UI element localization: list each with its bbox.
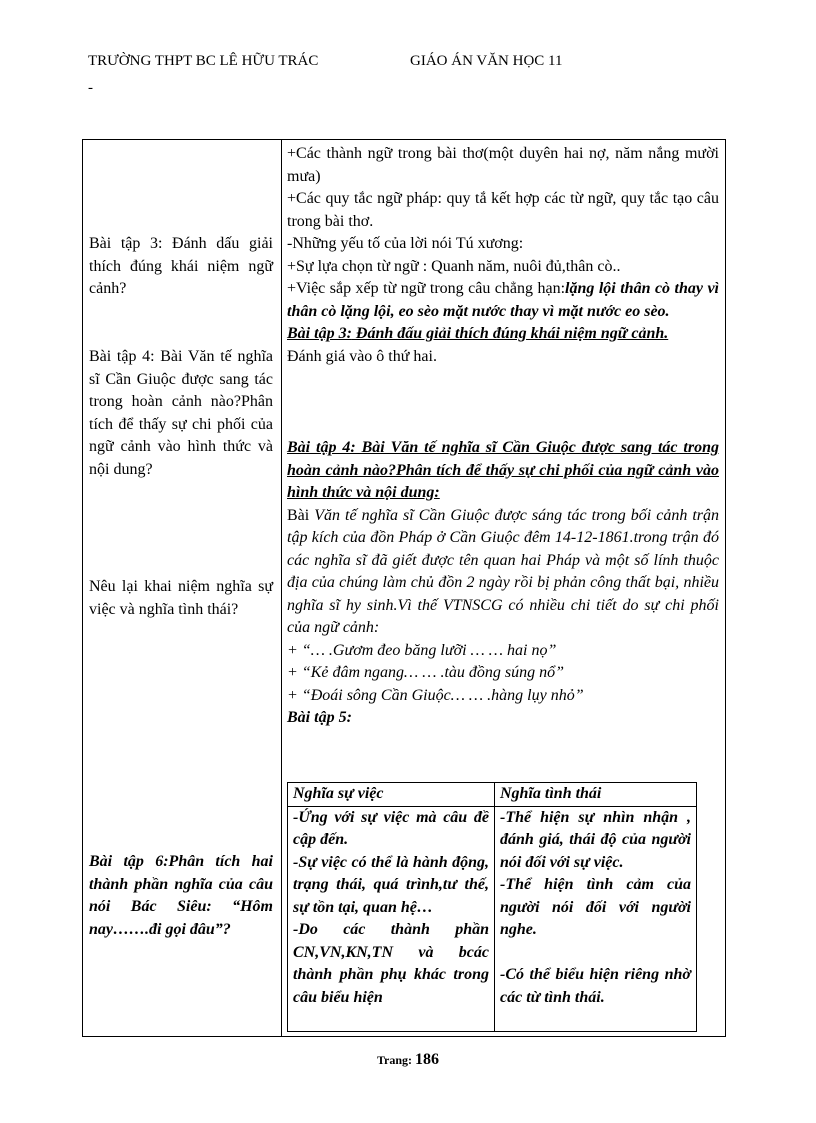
exercise-5-heading: Bài tập 5:	[287, 709, 352, 726]
left-question-6: Bài tập 6:Phân tích hai thành phần nghĩa của câu nói Bác Siêu: “Hôm nay…….đi gọi đâu”?	[89, 853, 273, 938]
header-dash: -	[88, 80, 93, 96]
page-label: Trang:	[376, 1053, 416, 1067]
left-question-5: Nêu lại khai niệm nghĩa sự việc và nghĩa tình thái?	[89, 578, 273, 618]
cell-nghia-tinh-thai: -Thể hiện sự nhìn nhận , đánh giá, thái độ của người nói đối với sự việc. -Thể hiện tình cảm của người nói đối với người nghe. -Có thể biểu hiện riêng nhờ các từ tình thái.	[495, 806, 697, 1032]
school-name: TRƯỜNG THPT BC LÊ HỮU TRÁC	[88, 53, 319, 69]
idiom-line: +Các thành ngữ trong bài thơ(một duyên hai nợ, năm nắng mười mưa)	[287, 145, 719, 185]
exercise-4-heading: Bài tập 4: Bài Văn tế nghĩa sĩ Cần Giuộc được sang tác trong hoàn cảnh nào?Phân tích để thấy sự chi phối của ngữ cảnh vào hình thức và nội dung:	[287, 439, 719, 501]
word-order-line: +Việc sắp xếp từ ngữ trong câu chẳng hạn:lặng lội thân cò thay vì thân cò lặng lội, eo sèo mặt nước thay vì mặt nước eo sèo.	[287, 280, 719, 320]
exercise-3-heading: Bài tập 3: Đánh đấu giải thích đúng khái niệm ngữ cảnh.	[287, 325, 669, 342]
word-choice-line: +Sự lựa chọn từ ngữ : Quanh năm, nuôi đủ,thân cò..	[287, 257, 621, 275]
page-footer	[0, 1051, 816, 1069]
left-question-4: Bài tập 4: Bài Văn tế nghĩa sĩ Cần Giuộc được sang tác trong hoàn cảnh nào?Phân tích để thấy sự chi phối của ngữ cảnh vào hình thức và nội dung?	[89, 348, 273, 478]
left-question-3: Bài tập 3: Đánh dấu giải thích đúng khái niệm ngữ cảnh?	[89, 235, 273, 297]
exercise-3-answer: Đánh giá vào ô thứ hai.	[287, 347, 437, 365]
speech-elements-line: -Những yếu tố của lời nói Tú xương:	[287, 235, 524, 252]
header-nghia-tinh-thai: Nghĩa tình thái	[495, 783, 697, 807]
quote-2: + “Kẻ đâm ngang… … .tàu đồng súng nổ”	[287, 664, 565, 681]
column-divider	[281, 139, 282, 1037]
right-content-top	[287, 143, 719, 368]
exercise-4-body: Bài Văn tế nghĩa sĩ Cần Giuộc được sáng tác trong bối cảnh trận tập kích của đồn Pháp ở Cần Giuộc đêm 14-12-1861.trong trận đó các nghĩa sĩ đã giết được tên quan hai Pháp và một số lính thuộc địa của chúng làm chủ đồn 2 ngày rồi bị phản công thất bại, nhiều nghĩa sĩ hy sinh.Vì thế VTNSCG có nhiều chi tiết do sự chi phối của ngữ cảnh:	[287, 506, 719, 636]
quote-3: + “Đoái sông Cần Giuộc… … .hàng lụy nhỏ”	[287, 686, 584, 704]
cell-nghia-su-viec: -Ứng với sự việc mà câu đề cập đến. -Sự việc có thể là hành động, trạng thái, quá trình,tư thế, sự tồn tại, quan hệ… -Do các thành phần CN,VN,KN,TN và bcác thành phần phụ khác trong câu biểu hiện	[288, 806, 495, 1032]
right-content-middle	[287, 437, 719, 730]
grammar-line: +Các quy tắc ngữ pháp: quy tắ kết hợp các từ ngữ, quy tắc tạo câu trong bài thơ.	[287, 190, 719, 230]
page-number: 186	[415, 1051, 440, 1068]
quote-1: + “… .Gươm đeo băng lưỡi … … hai nọ”	[287, 641, 557, 659]
meaning-table	[287, 782, 697, 1032]
header-nghia-su-viec: Nghĩa sự việc	[288, 783, 495, 807]
subject-title: GIÁO ÁN VĂN HỌC 11	[410, 53, 563, 69]
